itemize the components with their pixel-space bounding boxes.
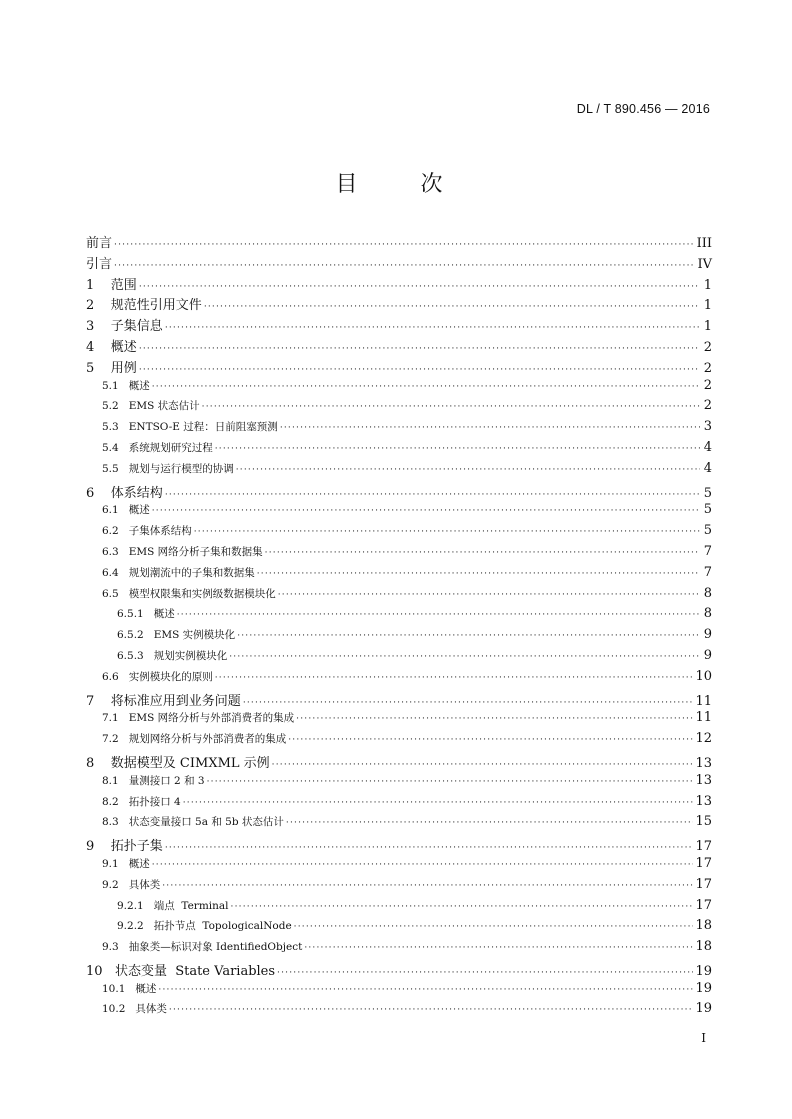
toc-entry[interactable] [86, 627, 712, 648]
toc-entry[interactable] [86, 523, 712, 544]
toc-entry-page: 19 [695, 1001, 712, 1017]
toc-leader-dots [165, 323, 700, 333]
toc-entry-page: 8 [703, 585, 712, 601]
toc-entry-label: 10 状态变量 State Variables [86, 963, 276, 979]
toc-entry-label: 10.1 概述 [102, 982, 157, 995]
toc-leader-dots [280, 423, 700, 433]
toc-entry-page: 12 [695, 731, 712, 747]
toc-entry[interactable] [86, 960, 712, 981]
toc-entry-label: 引言 [86, 256, 113, 272]
toc-entry-label: 前言 [86, 236, 113, 251]
toc-entry[interactable] [86, 898, 712, 919]
toc-entry-page: 3 [703, 419, 712, 435]
page-title: 目 次 [335, 172, 471, 197]
toc-entry-page: 13 [695, 793, 712, 809]
toc-entry[interactable] [86, 731, 712, 752]
toc-leader-dots [286, 818, 694, 828]
toc-leader-dots [162, 881, 693, 891]
toc-entry-label: 9.2 具体类 [102, 878, 161, 891]
toc-entry-page: 7 [703, 564, 712, 580]
toc-entry-page: 2 [703, 360, 712, 376]
toc-entry-label: 6.5.3 规划实例模块化 [117, 649, 228, 662]
toc-leader-dots [152, 860, 694, 870]
toc-leader-dots [114, 240, 695, 250]
toc-entry[interactable] [86, 1001, 712, 1022]
toc-entry[interactable] [86, 482, 712, 503]
toc-leader-dots [177, 610, 700, 620]
toc-entry-label: 8 数据模型及 CIMXML 示例 [86, 755, 270, 771]
toc-entry[interactable] [86, 419, 712, 440]
page-number: I [701, 1031, 706, 1045]
toc-entry[interactable] [86, 294, 712, 315]
toc-leader-dots [165, 843, 694, 853]
toc-entry-label: 5.3 ENTSO-E 过程：日前阻塞预测 [102, 421, 278, 434]
toc-entry-label: 9.2.1 端点 Terminal [117, 899, 229, 912]
toc-entry-page: 1 [703, 298, 712, 314]
toc-entry[interactable] [86, 461, 712, 482]
toc-leader-dots [231, 902, 694, 912]
toc-entry-label: 8.1 量测接口 2 和 3 [102, 774, 205, 787]
toc-entry-label: 6.3 EMS 网络分析子集和数据集 [102, 545, 263, 558]
toc-entry-label: 6 体系结构 [86, 485, 163, 501]
toc-entry-label: 6.2 子集体系结构 [102, 525, 192, 538]
toc-entry-page: 11 [695, 693, 712, 709]
toc-entry[interactable] [86, 669, 712, 690]
toc-leader-dots [215, 444, 700, 454]
toc-entry-page: 5 [703, 523, 712, 539]
toc-entry-page: 4 [703, 460, 712, 476]
toc-entry-label: 8.2 拓扑接口 4 [102, 795, 181, 808]
toc-entry-label: 9 拓扑子集 [86, 839, 163, 855]
toc-entry[interactable] [86, 939, 712, 960]
toc-leader-dots [152, 506, 700, 516]
toc-entry[interactable] [86, 586, 712, 607]
toc-leader-dots [257, 569, 700, 579]
toc-entry-page: 19 [695, 980, 712, 996]
toc-leader-dots [265, 548, 700, 558]
toc-entry[interactable] [86, 877, 712, 898]
toc-leader-dots [294, 922, 694, 932]
toc-entry-page: 17 [695, 876, 712, 892]
toc-leader-dots [304, 943, 693, 953]
toc-entry[interactable] [86, 253, 712, 274]
toc-entry[interactable] [86, 710, 712, 731]
toc-leader-dots [165, 490, 700, 500]
toc-entry[interactable] [86, 856, 712, 877]
toc-entry[interactable] [86, 752, 712, 773]
toc-entry[interactable] [86, 690, 712, 711]
toc-entry-label: 6.5.1 概述 [117, 608, 175, 621]
toc-entry-label: 9.2.2 拓扑节点 TopologicalNode [117, 920, 292, 933]
toc-entry-page: 15 [695, 814, 712, 830]
toc-entry-label: 4 概述 [86, 339, 137, 355]
toc-entry[interactable] [86, 565, 712, 586]
toc-entry-page: 17 [695, 839, 712, 855]
toc-entry-label: 6.4 规划潮流中的子集和数据集 [102, 566, 255, 579]
toc-leader-dots [194, 527, 700, 537]
toc-leader-dots [152, 382, 700, 392]
toc-entry-page: 5 [703, 485, 712, 501]
toc-entry-page: 10 [695, 668, 712, 684]
toc-entry[interactable] [86, 378, 712, 399]
toc-entry[interactable] [86, 440, 712, 461]
toc-entry-page: 18 [695, 918, 712, 934]
toc-entry[interactable] [86, 794, 712, 815]
toc-entry-label: 5.5 规划与运行模型的协调 [102, 462, 234, 475]
toc-entry-label: 5.1 概述 [102, 379, 150, 392]
toc-entry-page: 11 [695, 710, 712, 726]
toc-leader-dots [278, 590, 700, 600]
toc-entry-page: 2 [703, 398, 712, 414]
toc-entry[interactable] [86, 315, 712, 336]
toc-leader-dots [114, 261, 695, 271]
toc-leader-dots [169, 1005, 694, 1015]
toc-entry-label: 6.6 实例模块化的原则 [102, 670, 213, 683]
toc-entry-label: 2 规范性引用文件 [86, 298, 202, 314]
toc-entry-page: 5 [703, 502, 712, 518]
toc-entry-page: 13 [695, 755, 712, 771]
toc-entry-label: 5 用例 [86, 360, 137, 376]
toc-entry-label: 7.2 规划网络分析与外部消费者的集成 [102, 733, 287, 746]
toc-leader-dots [139, 282, 700, 292]
toc-entry[interactable] [86, 544, 712, 565]
toc-entry-label: 9.3 抽象类—标识对象 IdentifiedObject [102, 941, 303, 954]
toc-entry-page: 19 [695, 963, 712, 979]
toc-entry-label: 1 范围 [86, 277, 137, 293]
toc-leader-dots [277, 968, 693, 978]
toc-leader-dots [202, 402, 700, 412]
toc-entry-label: 6.1 概述 [102, 504, 150, 517]
toc-entry-page: 17 [695, 897, 712, 913]
table-of-contents [86, 232, 712, 1022]
toc-entry-label: 7 将标准应用到业务问题 [86, 693, 241, 709]
toc-entry[interactable] [86, 918, 712, 939]
toc-entry-page: 18 [695, 939, 712, 955]
toc-leader-dots [139, 344, 700, 354]
toc-leader-dots [236, 465, 700, 475]
toc-leader-dots [243, 698, 694, 708]
toc-entry[interactable] [86, 398, 712, 419]
toc-entry-page: 1 [703, 319, 712, 335]
toc-entry[interactable] [86, 232, 712, 253]
toc-entry-label: 5.2 EMS 状态估计 [102, 400, 200, 413]
toc-entry[interactable] [86, 606, 712, 627]
toc-leader-dots [296, 714, 693, 724]
toc-entry-page: 4 [703, 439, 712, 455]
toc-entry-label: 6.5.2 EMS 实例模块化 [117, 629, 236, 642]
toc-entry-page: III [696, 236, 712, 251]
toc-entry-page: 9 [703, 627, 712, 643]
toc-leader-dots [288, 735, 693, 745]
toc-entry-page: 2 [703, 339, 712, 355]
toc-entry[interactable] [86, 648, 712, 669]
toc-entry-page: 2 [703, 377, 712, 393]
toc-entry[interactable] [86, 502, 712, 523]
toc-entry-page: IV [697, 256, 712, 272]
toc-leader-dots [215, 673, 694, 683]
toc-leader-dots [158, 985, 693, 995]
toc-entry-label: 10.2 具体类 [102, 1003, 167, 1016]
toc-entry-page: 13 [695, 772, 712, 788]
toc-entry[interactable] [86, 773, 712, 794]
toc-entry[interactable] [86, 814, 712, 835]
toc-entry-page: 1 [703, 277, 712, 293]
toc-leader-dots [237, 631, 700, 641]
toc-leader-dots [139, 365, 700, 375]
toc-entry-label: 7.1 EMS 网络分析与外部消费者的集成 [102, 712, 295, 725]
toc-entry-page: 17 [695, 855, 712, 871]
toc-leader-dots [183, 798, 694, 808]
toc-leader-dots [204, 302, 700, 312]
toc-entry-label: 8.3 状态变量接口 5a 和 5b 状态估计 [102, 816, 284, 829]
document-number: DL / T 890.456 — 2016 [576, 102, 710, 116]
toc-entry-label: 6.5 模型权限集和实例级数据模块化 [102, 587, 276, 600]
toc-entry[interactable] [86, 336, 712, 357]
toc-entry[interactable] [86, 357, 712, 378]
toc-leader-dots [272, 760, 694, 770]
toc-leader-dots [229, 652, 700, 662]
toc-entry-label: 9.1 概述 [102, 857, 150, 870]
toc-entry[interactable] [86, 981, 712, 1002]
toc-entry-page: 7 [703, 543, 712, 559]
toc-entry[interactable] [86, 274, 712, 295]
toc-entry-label: 3 子集信息 [86, 319, 163, 335]
toc-entry-page: 9 [703, 647, 712, 663]
toc-entry[interactable] [86, 835, 712, 856]
toc-entry-label: 5.4 系统规划研究过程 [102, 441, 213, 454]
toc-leader-dots [207, 777, 694, 787]
toc-entry-page: 8 [703, 606, 712, 622]
